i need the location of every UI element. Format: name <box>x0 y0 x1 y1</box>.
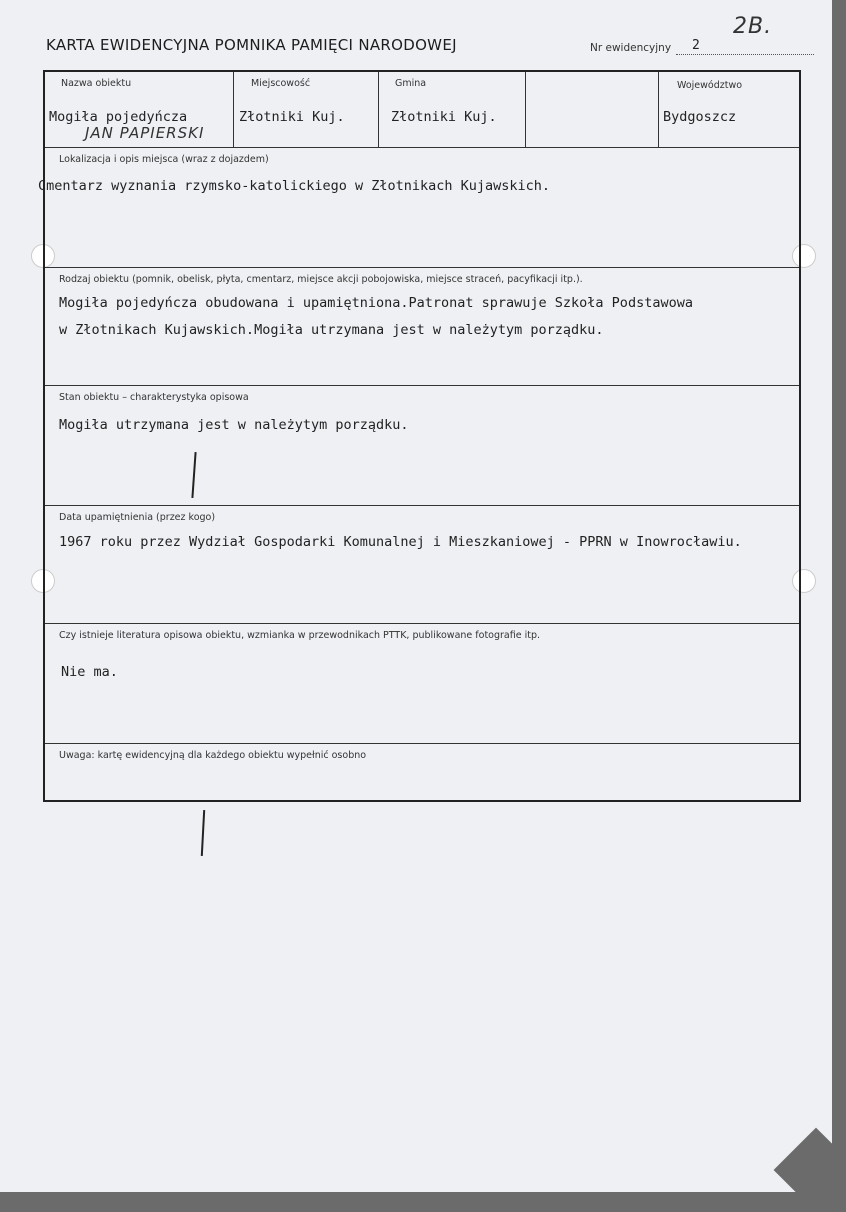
literature-section <box>45 624 799 744</box>
voivodeship-label: Województwo <box>677 80 743 91</box>
divider <box>525 72 526 147</box>
object-type-line-2: w Złotnikach Kujawskich.Mogiła utrzymana jest w należytym porządku. <box>59 322 604 338</box>
location-section <box>38 148 799 268</box>
record-form <box>38 70 801 802</box>
condition-value: Mogiła utrzymana jest w należytym porządku. <box>59 417 409 433</box>
object-type-section <box>45 268 799 386</box>
object-type-line-1: Mogiła pojedyńcza obudowana i upamiętniona.Patronat sprawuje Szkoła Podstawowa <box>59 295 693 311</box>
divider <box>233 72 234 147</box>
commemoration-date-value: 1967 roku przez Wydział Gospodarki Komunalnej i Mieszkaniowej - PPRN w Inowrocławiu. <box>59 534 742 550</box>
location-label: Lokalizacja i opis miejsca (wraz z dojazdem) <box>59 154 269 165</box>
voivodeship-value: Bydgoszcz <box>663 109 737 125</box>
object-name-value: Mogiła pojedyńcza <box>49 109 188 125</box>
commune-label: Gmina <box>395 78 427 89</box>
object-name-label: Nazwa obiektu <box>61 78 132 89</box>
divider <box>658 72 659 147</box>
literature-value: Nie ma. <box>61 664 118 680</box>
object-type-label: Rodzaj obiektu (pomnik, obelisk, płyta, cmentarz, miejsce akcji pobojowiska, miejsce straceń, pacyfikacji itp.). <box>59 274 583 285</box>
commune-value: Złotniki Kuj. <box>391 109 497 125</box>
locality-value: Złotniki Kuj. <box>239 109 345 125</box>
object-name-handwritten: JAN PAPIERSKI <box>85 124 205 142</box>
note-label: Uwaga: kartę ewidencyjną dla każdego obiektu wypełnić osobno <box>59 750 367 761</box>
pen-mark <box>201 810 205 856</box>
condition-label: Stan obiektu – charakterystyka opisowa <box>59 392 249 403</box>
registration-number-label: Nr ewidencyjny <box>590 42 672 54</box>
condition-section <box>45 386 799 506</box>
literature-label: Czy istnieje literatura opisowa obiektu, wzmianka w przewodnikach PTTK, publikowane fotografie itp. <box>59 630 541 641</box>
location-value: Cmentarz wyznania rzymsko-katolickiego w Złotnikach Kujawskich. <box>38 178 551 194</box>
handwritten-number: 2B. <box>733 14 773 39</box>
locality-label: Miejscowość <box>251 78 311 89</box>
torn-corner <box>774 1128 846 1212</box>
commemoration-date-label: Data upamiętnienia (przez kogo) <box>59 512 216 523</box>
divider <box>378 72 379 147</box>
note-section <box>45 744 799 800</box>
registration-number-value: 2 <box>676 38 814 55</box>
card-title: KARTA EWIDENCYJNA POMNIKA PAMIĘCI NARODOWEJ <box>46 36 457 54</box>
identification-row <box>45 72 799 148</box>
commemoration-date-section <box>45 506 799 624</box>
